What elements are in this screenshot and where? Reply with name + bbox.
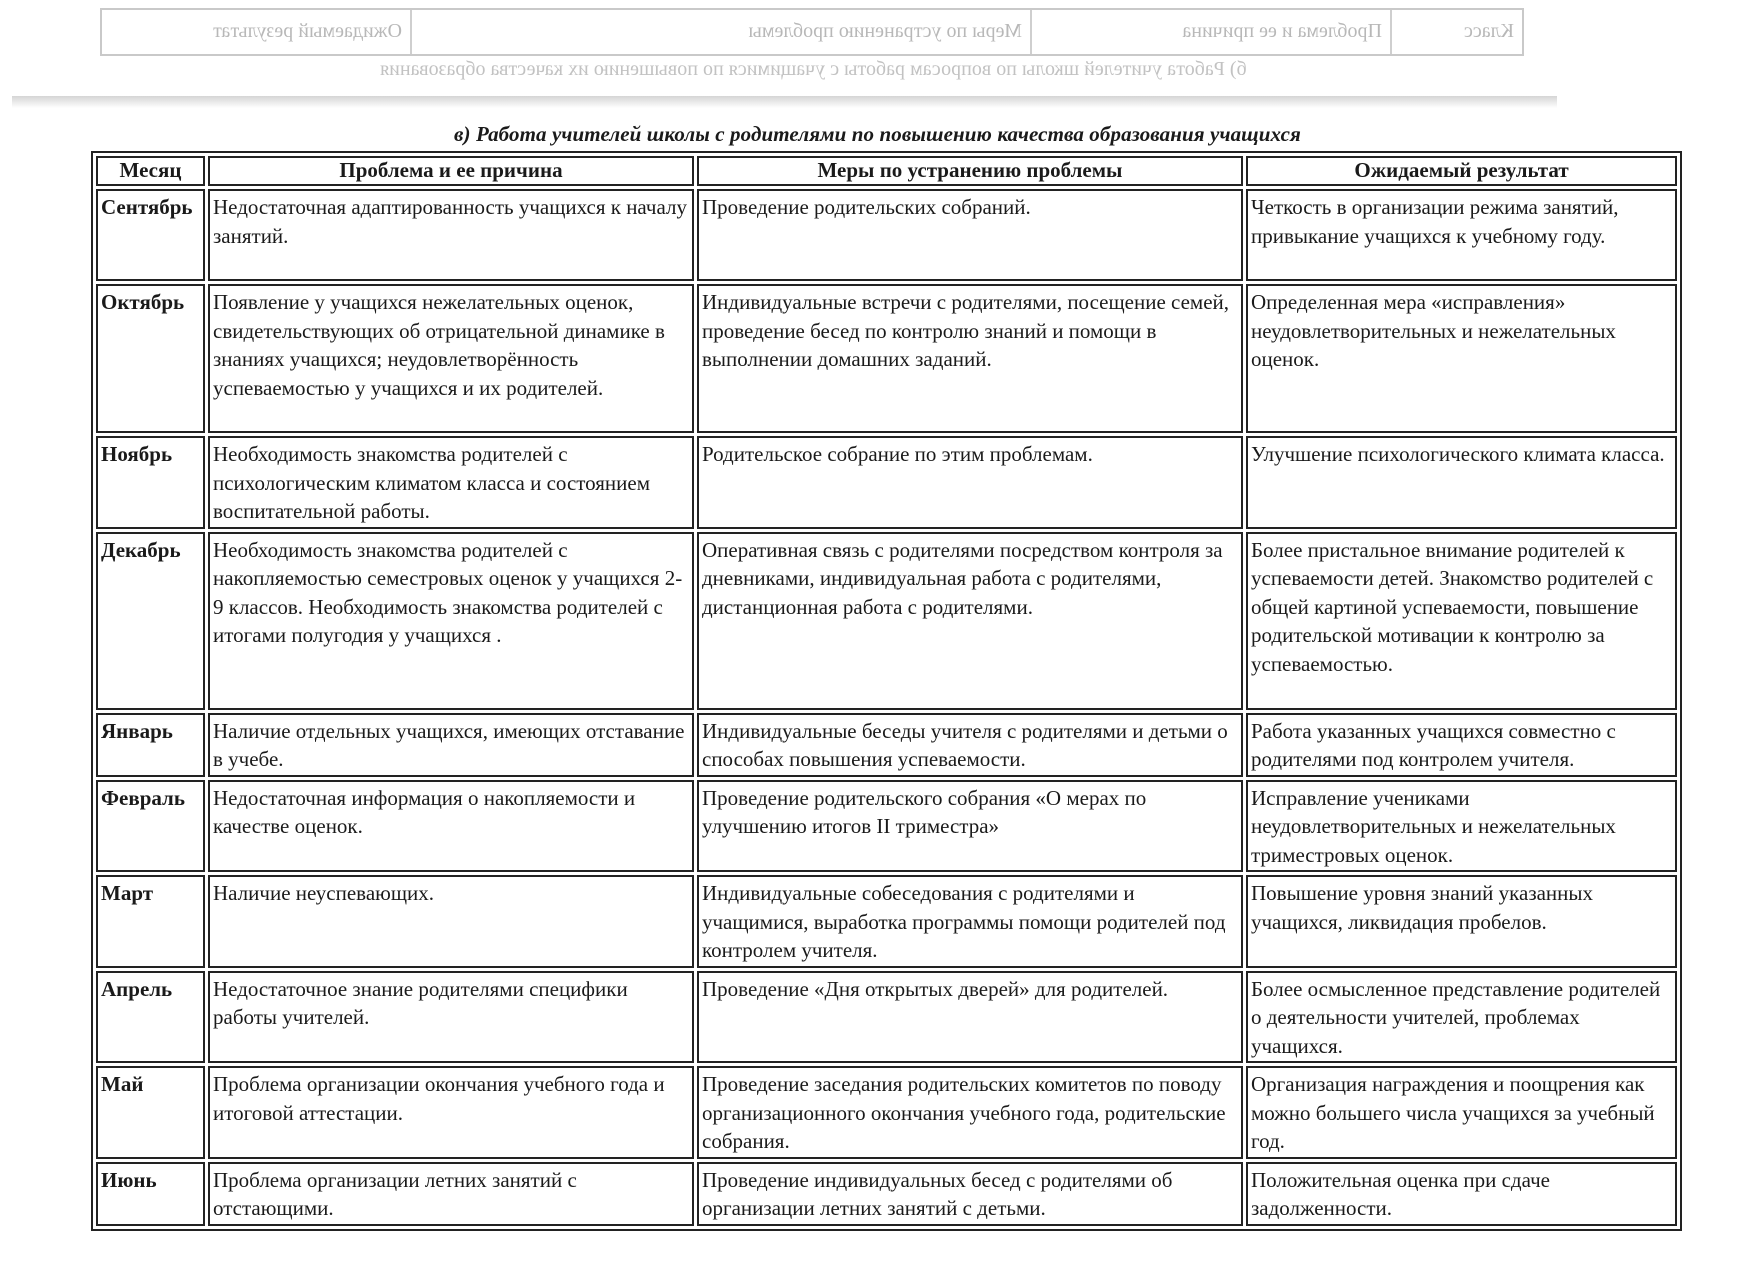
scan-shadow	[12, 96, 1557, 108]
measures-cell: Индивидуальные собеседования с родителями и учащимися, выработка программы помощи родителей под контролем учителя.	[697, 875, 1243, 968]
result-cell: Работа указанных учащихся совместно с родителями под контролем учителя.	[1246, 713, 1677, 777]
bleed-through-cell: Проблема и ее причина	[1032, 10, 1392, 54]
problem-cell: Необходимость знакомства родителей с психологическим климатом класса и состоянием воспитательной работы.	[208, 436, 694, 529]
month-cell: Июнь	[96, 1162, 205, 1226]
header-problem: Проблема и ее причина	[208, 156, 694, 186]
month-cell: Ноябрь	[96, 436, 205, 529]
problem-cell: Наличие отдельных учащихся, имеющих отставание в учебе.	[208, 713, 694, 777]
month-cell: Апрель	[96, 971, 205, 1064]
table-row	[96, 284, 1677, 433]
table-row	[96, 780, 1677, 873]
bleed-through-line: б) Работа учителей школы по вопросам работы с учащимися по повышению их качества образования	[380, 58, 1247, 80]
problem-cell: Недостаточная адаптированность учащихся к началу занятий.	[208, 189, 694, 281]
result-cell: Повышение уровня знаний указанных учащихся, ликвидация пробелов.	[1246, 875, 1677, 968]
table-row	[96, 1066, 1677, 1159]
problem-cell: Недостаточное знание родителями специфики работы учителей.	[208, 971, 694, 1064]
measures-cell: Проведение «Дня открытых дверей» для родителей.	[697, 971, 1243, 1064]
problem-cell: Необходимость знакомства родителей с накопляемостью семестровых оценок у учащихся 2-9 классов. Необходимость знакомства родителей с итогами полугодия у учащихся .	[208, 532, 694, 710]
bleed-through-header	[100, 8, 1524, 56]
result-cell: Более осмысленное представление родителей о деятельности учителей, проблемах учащихся.	[1246, 971, 1677, 1064]
result-cell: Организация награждения и поощрения как можно большего числа учащихся за учебный год.	[1246, 1066, 1677, 1159]
table-row	[96, 875, 1677, 968]
measures-cell: Родительское собрание по этим проблемам.	[697, 436, 1243, 529]
bleed-through-cell: Меры по устранению проблемы	[412, 10, 1032, 54]
table-row	[96, 436, 1677, 529]
header-measures: Меры по устранению проблемы	[697, 156, 1243, 186]
measures-cell: Индивидуальные встречи с родителями, посещение семей, проведение бесед по контролю знаний и помощи в выполнении домашних заданий.	[697, 284, 1243, 433]
month-cell: Декабрь	[96, 532, 205, 710]
problem-cell: Наличие неуспевающих.	[208, 875, 694, 968]
measures-cell: Проведение индивидуальных бесед с родителями об организации летних занятий с детьми.	[697, 1162, 1243, 1226]
month-cell: Октябрь	[96, 284, 205, 433]
table-row	[96, 713, 1677, 777]
result-cell: Более пристальное внимание родителей к успеваемости детей. Знакомство родителей с общей картиной успеваемости, повышение родительской мотивации к контролю за успеваемостью.	[1246, 532, 1677, 710]
bleed-through-cell: Ожидаемый результат	[102, 10, 412, 54]
parent-work-table	[91, 151, 1682, 1231]
month-cell: Март	[96, 875, 205, 968]
result-cell: Положительная оценка при сдаче задолженности.	[1246, 1162, 1677, 1226]
measures-cell: Проведение родительских собраний.	[697, 189, 1243, 281]
month-cell: Январь	[96, 713, 205, 777]
problem-cell: Появление у учащихся нежелательных оценок, свидетельствующих об отрицательной динамике в знаниях учащихся; неудовлетворённость успеваемостью у учащихся и их родителей.	[208, 284, 694, 433]
result-cell: Улучшение психологического климата класса.	[1246, 436, 1677, 529]
result-cell: Определенная мера «исправления» неудовлетворительных и нежелательных оценок.	[1246, 284, 1677, 433]
table-row	[96, 189, 1677, 281]
measures-cell: Индивидуальные беседы учителя с родителями и детьми о способах повышения успеваемости.	[697, 713, 1243, 777]
measures-cell: Проведение заседания родительских комитетов по поводу организационного окончания учебного года, родительские собрания.	[697, 1066, 1243, 1159]
measures-cell: Оперативная связь с родителями посредством контроля за дневниками, индивидуальная работа с родителями, дистанционная работа с родителями.	[697, 532, 1243, 710]
month-cell: Сентябрь	[96, 189, 205, 281]
header-result: Ожидаемый результат	[1246, 156, 1677, 186]
table-row	[96, 532, 1677, 710]
table-row	[96, 1162, 1677, 1226]
bleed-through-cell: Класс	[1464, 20, 1514, 42]
result-cell: Четкость в организации режима занятий, привыкание учащихся к учебному году.	[1246, 189, 1677, 281]
problem-cell: Проблема организации летних занятий с отстающими.	[208, 1162, 694, 1226]
result-cell: Исправление учениками неудовлетворительных и нежелательных триместровых оценок.	[1246, 780, 1677, 873]
section-caption: в) Работа учителей школы с родителями по повышению качества образования учащихся	[454, 122, 1301, 146]
month-cell: Май	[96, 1066, 205, 1159]
table-header-row	[96, 156, 1677, 186]
table-row	[96, 971, 1677, 1064]
month-cell: Февраль	[96, 780, 205, 873]
measures-cell: Проведение родительского собрания «О мерах по улучшению итогов II триместра»	[697, 780, 1243, 873]
header-month: Месяц	[96, 156, 205, 186]
problem-cell: Недостаточная информация о накопляемости и качестве оценок.	[208, 780, 694, 873]
problem-cell: Проблема организации окончания учебного года и итоговой аттестации.	[208, 1066, 694, 1159]
